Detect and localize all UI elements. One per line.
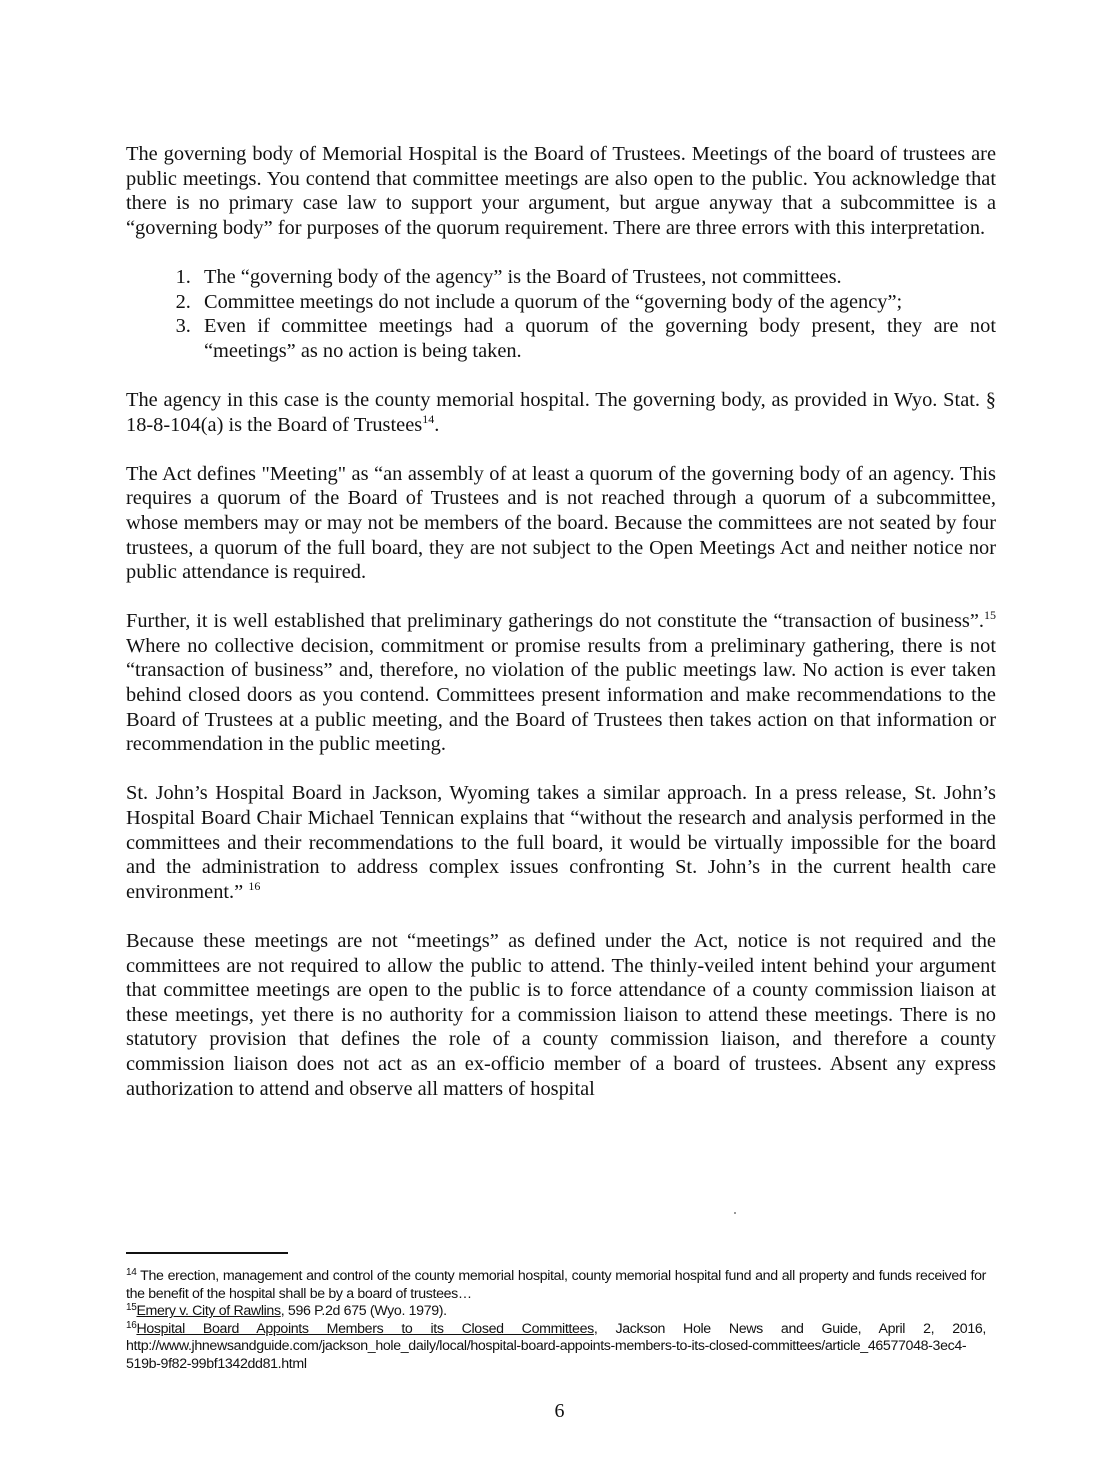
list-item: 1. The “governing body of the agency” is the Board of Trustees, not committees.	[196, 265, 996, 290]
list-item: 3. Even if committee meetings had a quorum of the governing body present, they are not “meetings” as no action is being taken.	[196, 314, 996, 363]
paragraph-text: The agency in this case is the county memorial hospital. The governing body, as provided in Wyo. Stat. § 18-8-104(a) is the Board of Trustees	[126, 388, 996, 436]
page-number: 6	[554, 1400, 565, 1422]
footnote-divider	[126, 1252, 288, 1254]
paragraph-end: .	[434, 413, 440, 436]
footnote-text: , Jackson Hole News and Guide, April 2, 2016, http://www.jhnewsandguide.com/jackson_hole_daily/local/hospital-board-appoints-members-to-its-closed-committees/article_46577048-3ec4-519b-9f82-99bf1342dd81.html	[126, 1320, 986, 1372]
paragraph-agency	[126, 388, 996, 437]
footnote-text: , 596 P.2d 675 (Wyo. 1979).	[280, 1303, 447, 1320]
document-body	[126, 142, 996, 1126]
paragraph-text: Further, it is well established that preliminary gatherings do not constitute the “transaction of business”.	[126, 610, 984, 633]
footnote-16	[126, 1321, 986, 1374]
footnote-ref-16[interactable]: 16	[248, 878, 261, 893]
scan-speck	[734, 1212, 736, 1214]
footnote-number: 14	[126, 1267, 137, 1278]
paragraph-preliminary-gatherings	[126, 609, 996, 757]
footnote-number: 16	[126, 1319, 137, 1331]
paragraph-governing-body: The governing body of Memorial Hospital is the Board of Trustees. Meetings of the board of trustees are public meetings. You contend that committee meetings are also open to the public. You acknowledge that there is no primary case law to support your argument, but argue anyway that a subcommittee is a “governing body” for purposes of the quorum requirement. There are three errors with this interpretation.	[126, 143, 996, 239]
paragraph-text: St. John’s Hospital Board in Jackson, Wyoming takes a similar approach. In a press release, St. John’s Hospital Board Chair Michael Tennican explains that “without the research and analysis performed in the committees and their recommendations to the full board, it would be virtually impossible for the board and the administration to address complex issues confronting St. John’s in the current health care environment.”	[126, 782, 996, 903]
footnotes	[126, 1252, 986, 1374]
list-item: 2. Committee meetings do not include a quorum of the “governing body of the agency”;	[196, 290, 996, 315]
paragraph-st-johns	[126, 781, 996, 904]
article-title-link[interactable]: Hospital Board Appoints Members to its Closed Committees	[136, 1320, 594, 1337]
footnote-15	[126, 1303, 986, 1321]
paragraph-not-meetings: Because these meetings are not “meetings” as defined under the Act, notice is not required and the committees are not required to allow the public to attend. The thinly-veiled intent behind your argument that committee meetings are open to the public is to force attendance of a county commission liaison at these meetings, yet there is no authority for a commission liaison to attend these meetings. There is no statutory provision that defines the role of a county commission liaison, and therefore a county commission liaison does not act as an ex-officio member of a board of trustees. Absent any express authorization to attend and observe all matters of hospital	[126, 930, 996, 1100]
footnote-ref-15[interactable]: 15	[984, 608, 996, 623]
footnote-ref-14[interactable]: 14	[422, 411, 435, 426]
footnote-14	[126, 1268, 986, 1303]
paragraph-text: Where no collective decision, commitment or promise results from a preliminary gathering, there is not “transaction of business” and, therefore, no violation of the public meetings law. No action is ever taken behind closed doors as you contend. Committees present information and make recommendations to the Board of Trustees at a public meeting, and the Board of Trustees then takes action on that information or recommendation in the public meeting.	[126, 634, 996, 756]
paragraph-act-definition: The Act defines "Meeting" as “an assembly of at least a quorum of the governing body of an agency. This requires a quorum of the Board of Trustees and is not reached through a quorum of a subcommittee, whose members may or may not be members of the board. Because the committees are not seated by four trustees, a quorum of the full board, they are not subject to the Open Meetings Act and neither notice nor public attendance is required.	[126, 462, 996, 584]
footnote-number: 15	[126, 1302, 137, 1314]
footnote-text: The erection, management and control of the county memorial hospital, county memorial hospital fund and all property and funds received for the benefit of the hospital shall be by a board of trustees…	[126, 1268, 986, 1302]
case-citation-link[interactable]: Emery v. City of Rawlins	[136, 1303, 281, 1320]
errors-list	[126, 265, 996, 363]
